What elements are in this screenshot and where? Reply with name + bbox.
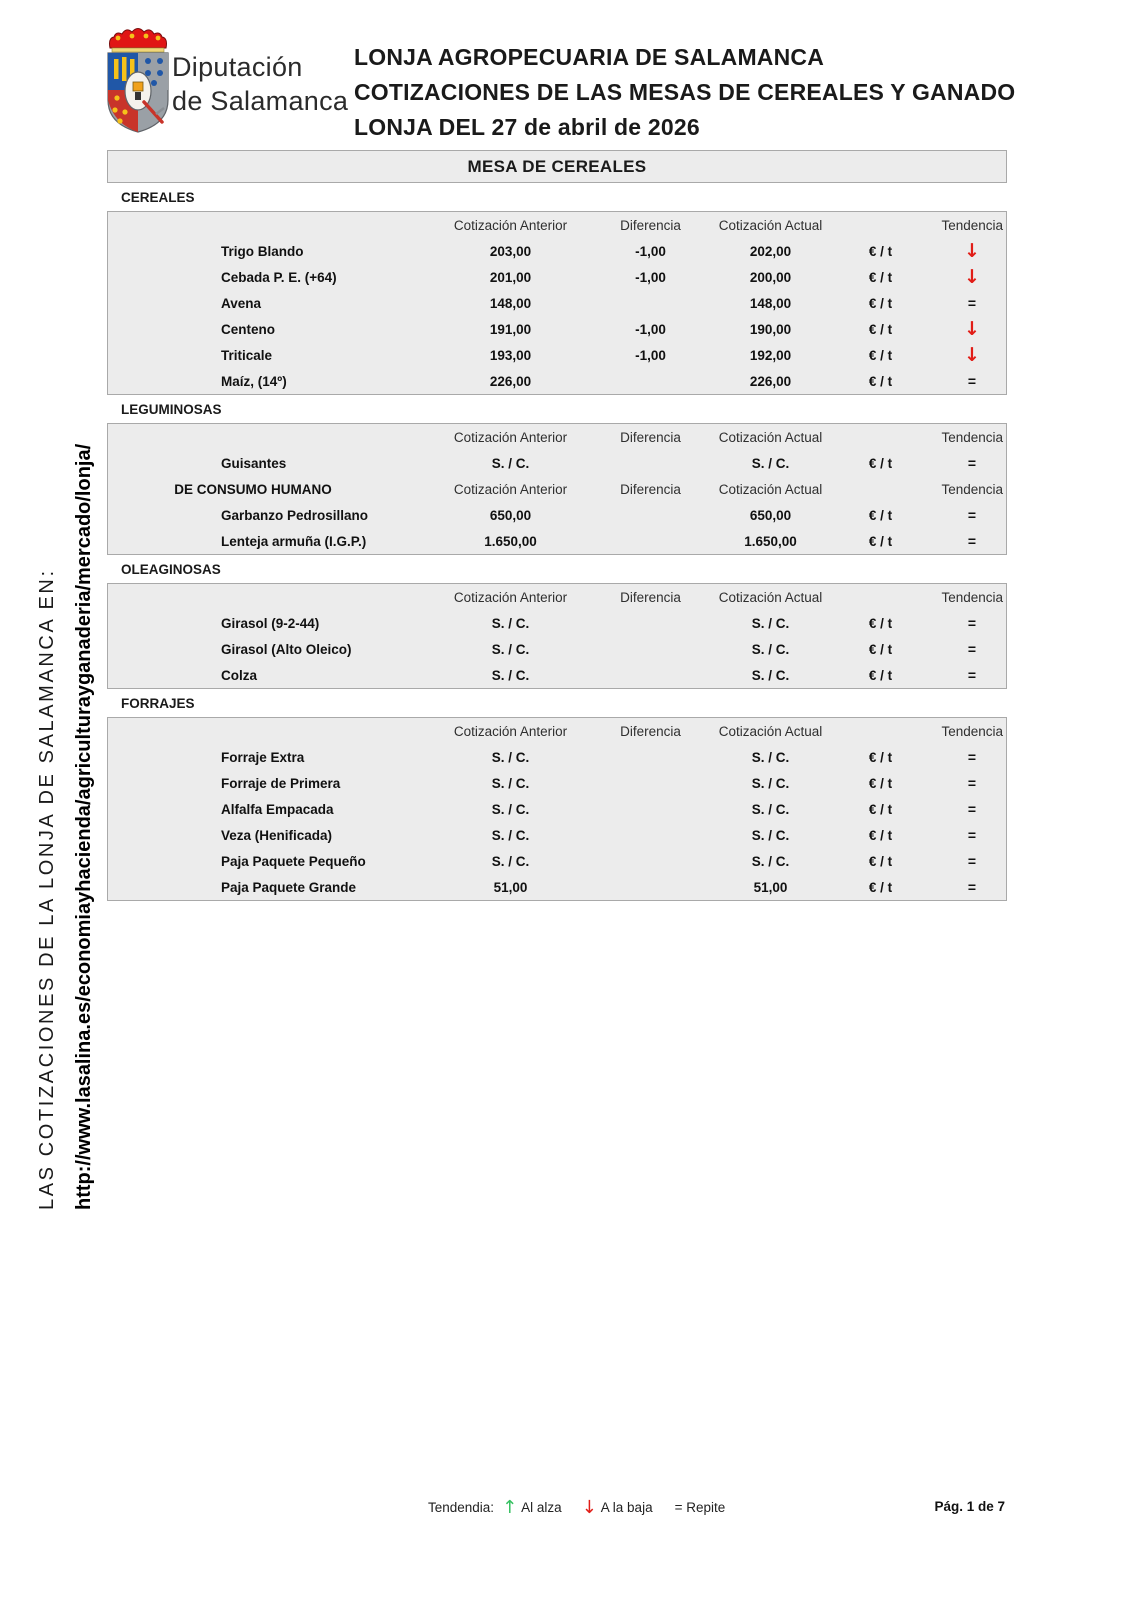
product-name: Girasol (9-2-44) — [221, 615, 320, 631]
table-row — [108, 636, 1006, 662]
org-name — [172, 50, 348, 118]
cotizacion-actual-value: S. / C. — [751, 775, 790, 791]
legend-up-label: Al alza — [521, 1500, 562, 1515]
org-name-line1: Diputación — [172, 52, 303, 82]
cotizacion-anterior-value: S. / C. — [491, 749, 530, 765]
column-header-tendencia: Tendencia — [941, 589, 1003, 605]
trend-equal-icon: = — [967, 853, 977, 869]
table-row — [108, 450, 1006, 476]
table-row — [108, 290, 1006, 316]
diferencia-value — [583, 874, 718, 900]
diferencia-value: -1,00 — [635, 243, 666, 259]
table-row — [108, 610, 1006, 636]
trend-equal-icon: = — [967, 879, 977, 895]
unit-value: € / t — [868, 667, 893, 683]
cotizacion-actual-value: S. / C. — [751, 455, 790, 471]
diferencia-value — [583, 848, 718, 874]
title-line3: LONJA DEL 27 de abril de 2026 — [354, 114, 700, 140]
unit-value: € / t — [868, 879, 893, 895]
table-row — [108, 368, 1006, 394]
unit-value: € / t — [868, 373, 893, 389]
diferencia-value — [583, 528, 718, 554]
trend-equal-icon: = — [967, 801, 977, 817]
cotizacion-actual-value: 51,00 — [753, 879, 788, 895]
trend-equal-icon: = — [967, 641, 977, 657]
mesa-de-cereales-table — [107, 150, 1007, 901]
column-header-diferencia: Diferencia — [620, 217, 681, 233]
cotizacion-actual-value: 192,00 — [749, 347, 792, 363]
cotizacion-anterior-value: 51,00 — [493, 879, 528, 895]
diferencia-value — [583, 450, 718, 476]
diferencia-value — [583, 796, 718, 822]
column-header-actual: Cotización Actual — [718, 481, 823, 497]
diferencia-value — [583, 502, 718, 528]
column-header-diferencia: Diferencia — [620, 481, 681, 497]
trend-legend — [428, 1497, 725, 1518]
column-header-diferencia: Diferencia — [620, 589, 681, 605]
unit-value: € / t — [868, 507, 893, 523]
unit-value: € / t — [868, 347, 893, 363]
cotizacion-actual-value: S. / C. — [751, 667, 790, 683]
legend-down-arrow-icon: ↓ — [581, 1497, 597, 1518]
cotizacion-anterior-value: S. / C. — [491, 853, 530, 869]
product-name: Centeno — [221, 321, 275, 337]
cotizacion-actual-value: S. / C. — [751, 827, 790, 843]
cotizacion-anterior-value: S. / C. — [491, 455, 530, 471]
product-name: Trigo Blando — [221, 243, 304, 259]
column-header-row — [108, 584, 1006, 610]
column-header-actual: Cotización Actual — [718, 429, 823, 445]
trend-equal-icon: = — [967, 667, 977, 683]
page-number: Pág. 1 de 7 — [934, 1499, 1005, 1514]
section-header: OLEAGINOSAS — [121, 561, 221, 577]
cotizacion-actual-value: 1.650,00 — [744, 533, 797, 549]
diferencia-value — [583, 662, 718, 688]
column-header-actual: Cotización Actual — [718, 217, 823, 233]
legend-up-arrow-icon: ↑ — [502, 1497, 518, 1518]
table-row — [108, 770, 1006, 796]
column-header-anterior: Cotización Anterior — [453, 481, 568, 497]
unit-value: € / t — [868, 615, 893, 631]
trend-down-icon: ↓ — [964, 344, 980, 366]
unit-value: € / t — [868, 533, 893, 549]
cotizacion-actual-value: S. / C. — [751, 853, 790, 869]
product-name: Avena — [221, 295, 262, 311]
unit-value: € / t — [868, 801, 893, 817]
product-name: Garbanzo Pedrosillano — [221, 507, 369, 523]
subsection-header: DE CONSUMO HUMANO — [174, 481, 332, 497]
table-row — [108, 874, 1006, 900]
cotizacion-anterior-value: S. / C. — [491, 667, 530, 683]
cotizacion-actual-value: S. / C. — [751, 801, 790, 817]
table-title: MESA DE CEREALES — [107, 150, 1007, 183]
cotizacion-anterior-value: 191,00 — [489, 321, 532, 337]
table-row — [108, 528, 1006, 554]
cotizacion-actual-value: 650,00 — [749, 507, 792, 523]
cotizacion-actual-value: 226,00 — [749, 373, 792, 389]
table-row — [108, 662, 1006, 688]
column-header-row — [108, 476, 1006, 502]
subsection-header — [108, 424, 438, 450]
cotizacion-actual-value: 190,00 — [749, 321, 792, 337]
product-name: Paja Paquete Grande — [221, 879, 357, 895]
cotizacion-anterior-value: 201,00 — [489, 269, 532, 285]
section-header: CEREALES — [121, 189, 195, 205]
trend-equal-icon: = — [967, 455, 977, 471]
trend-equal-icon: = — [967, 615, 977, 631]
legend-down-label: A la baja — [600, 1500, 653, 1515]
diferencia-value — [583, 744, 718, 770]
diferencia-value — [583, 770, 718, 796]
product-name: Girasol (Alto Oleico) — [221, 641, 352, 657]
column-header-tendencia: Tendencia — [941, 723, 1003, 739]
trend-equal-icon: = — [967, 827, 977, 843]
org-name-line2: de Salamanca — [172, 86, 349, 116]
diputacion-salamanca-logo — [104, 28, 172, 134]
product-name: Forraje Extra — [221, 749, 305, 765]
section-header: LEGUMINOSAS — [121, 401, 222, 417]
column-header-actual: Cotización Actual — [718, 723, 823, 739]
product-name: Forraje de Primera — [221, 775, 341, 791]
unit-value: € / t — [868, 243, 893, 259]
column-header-anterior: Cotización Anterior — [453, 723, 568, 739]
column-header-tendencia: Tendencia — [941, 481, 1003, 497]
unit-value: € / t — [868, 641, 893, 657]
cotizacion-anterior-value: 226,00 — [489, 373, 532, 389]
column-header-diferencia: Diferencia — [620, 723, 681, 739]
cotizacion-anterior-value: S. / C. — [491, 615, 530, 631]
diferencia-value — [583, 368, 718, 394]
cotizacion-anterior-value: 193,00 — [489, 347, 532, 363]
unit-value: € / t — [868, 321, 893, 337]
cotizacion-actual-value: S. / C. — [751, 641, 790, 657]
cotizacion-actual-value: S. / C. — [751, 749, 790, 765]
table-row — [108, 822, 1006, 848]
sidebar-url-link[interactable]: http://www.lasalina.es/economiayhacienda/agriculturayganaderia/mercado/lonja/ — [73, 443, 95, 1210]
sidebar-rotated-text — [29, 310, 103, 1210]
table-row — [108, 796, 1006, 822]
column-header-anterior: Cotización Anterior — [453, 589, 568, 605]
product-name: Maíz, (14º) — [221, 373, 287, 389]
trend-equal-icon: = — [967, 533, 977, 549]
title-line2: COTIZACIONES DE LAS MESAS DE CEREALES Y GANADO — [354, 79, 1016, 105]
cotizacion-anterior-value: 1.650,00 — [484, 533, 537, 549]
column-header-diferencia: Diferencia — [620, 429, 681, 445]
legend-label: Tendendia: — [428, 1500, 495, 1515]
unit-value: € / t — [868, 749, 893, 765]
unit-value: € / t — [868, 269, 893, 285]
diferencia-value — [583, 290, 718, 316]
trend-equal-icon: = — [967, 295, 977, 311]
trend-equal-icon: = — [967, 373, 977, 389]
cotizacion-anterior-value: S. / C. — [491, 827, 530, 843]
diferencia-value — [583, 610, 718, 636]
cotizacion-actual-value: 200,00 — [749, 269, 792, 285]
column-header-tendencia: Tendencia — [941, 429, 1003, 445]
trend-equal-icon: = — [967, 507, 977, 523]
column-header-row — [108, 212, 1006, 238]
column-header-anterior: Cotización Anterior — [453, 429, 568, 445]
trend-down-icon: ↓ — [964, 240, 980, 262]
table-row — [108, 264, 1006, 290]
column-header-anterior: Cotización Anterior — [453, 217, 568, 233]
section-header: FORRAJES — [121, 695, 195, 711]
table-row — [108, 744, 1006, 770]
trend-down-icon: ↓ — [964, 266, 980, 288]
cotizacion-anterior-value: 203,00 — [489, 243, 532, 259]
table-row — [108, 342, 1006, 368]
column-header-tendencia: Tendencia — [941, 217, 1003, 233]
product-name: Colza — [221, 667, 258, 683]
cotizacion-actual-value: 148,00 — [749, 295, 792, 311]
product-name: Lenteja armuña (I.G.P.) — [221, 533, 367, 549]
cotizacion-actual-value: 202,00 — [749, 243, 792, 259]
legend-equal-label: = Repite — [674, 1500, 726, 1515]
table-row — [108, 502, 1006, 528]
cotizacion-anterior-value: S. / C. — [491, 641, 530, 657]
product-name: Veza (Henificada) — [221, 827, 333, 843]
unit-value: € / t — [868, 827, 893, 843]
cotizacion-actual-value: S. / C. — [751, 615, 790, 631]
diferencia-value: -1,00 — [635, 347, 666, 363]
column-header-row — [108, 424, 1006, 450]
diferencia-value: -1,00 — [635, 269, 666, 285]
subsection-header — [108, 718, 438, 744]
product-name: Guisantes — [221, 455, 287, 471]
title-line1: LONJA AGROPECUARIA DE SALAMANCA — [354, 44, 825, 70]
trend-equal-icon: = — [967, 775, 977, 791]
table-row — [108, 848, 1006, 874]
diferencia-value — [583, 822, 718, 848]
cotizacion-anterior-value: 650,00 — [489, 507, 532, 523]
column-header-row — [108, 718, 1006, 744]
product-name: Paja Paquete Pequeño — [221, 853, 366, 869]
table-row — [108, 316, 1006, 342]
unit-value: € / t — [868, 295, 893, 311]
unit-value: € / t — [868, 775, 893, 791]
column-header-actual: Cotización Actual — [718, 589, 823, 605]
trend-down-icon: ↓ — [964, 318, 980, 340]
subsection-header — [108, 212, 438, 238]
unit-value: € / t — [868, 455, 893, 471]
cotizacion-anterior-value: S. / C. — [491, 775, 530, 791]
product-name: Alfalfa Empacada — [221, 801, 334, 817]
document-title — [354, 40, 1015, 145]
diferencia-value: -1,00 — [635, 321, 666, 337]
cotizacion-anterior-value: S. / C. — [491, 801, 530, 817]
product-name: Cebada P. E. (+64) — [221, 269, 337, 285]
sidebar-caption: LAS COTIZACIONES DE LA LONJA DE SALAMANCA EN: — [36, 568, 58, 1210]
table-row — [108, 238, 1006, 264]
cotizacion-anterior-value: 148,00 — [489, 295, 532, 311]
subsection-header — [108, 584, 438, 610]
trend-equal-icon: = — [967, 749, 977, 765]
diferencia-value — [583, 636, 718, 662]
product-name: Triticale — [221, 347, 273, 363]
unit-value: € / t — [868, 853, 893, 869]
